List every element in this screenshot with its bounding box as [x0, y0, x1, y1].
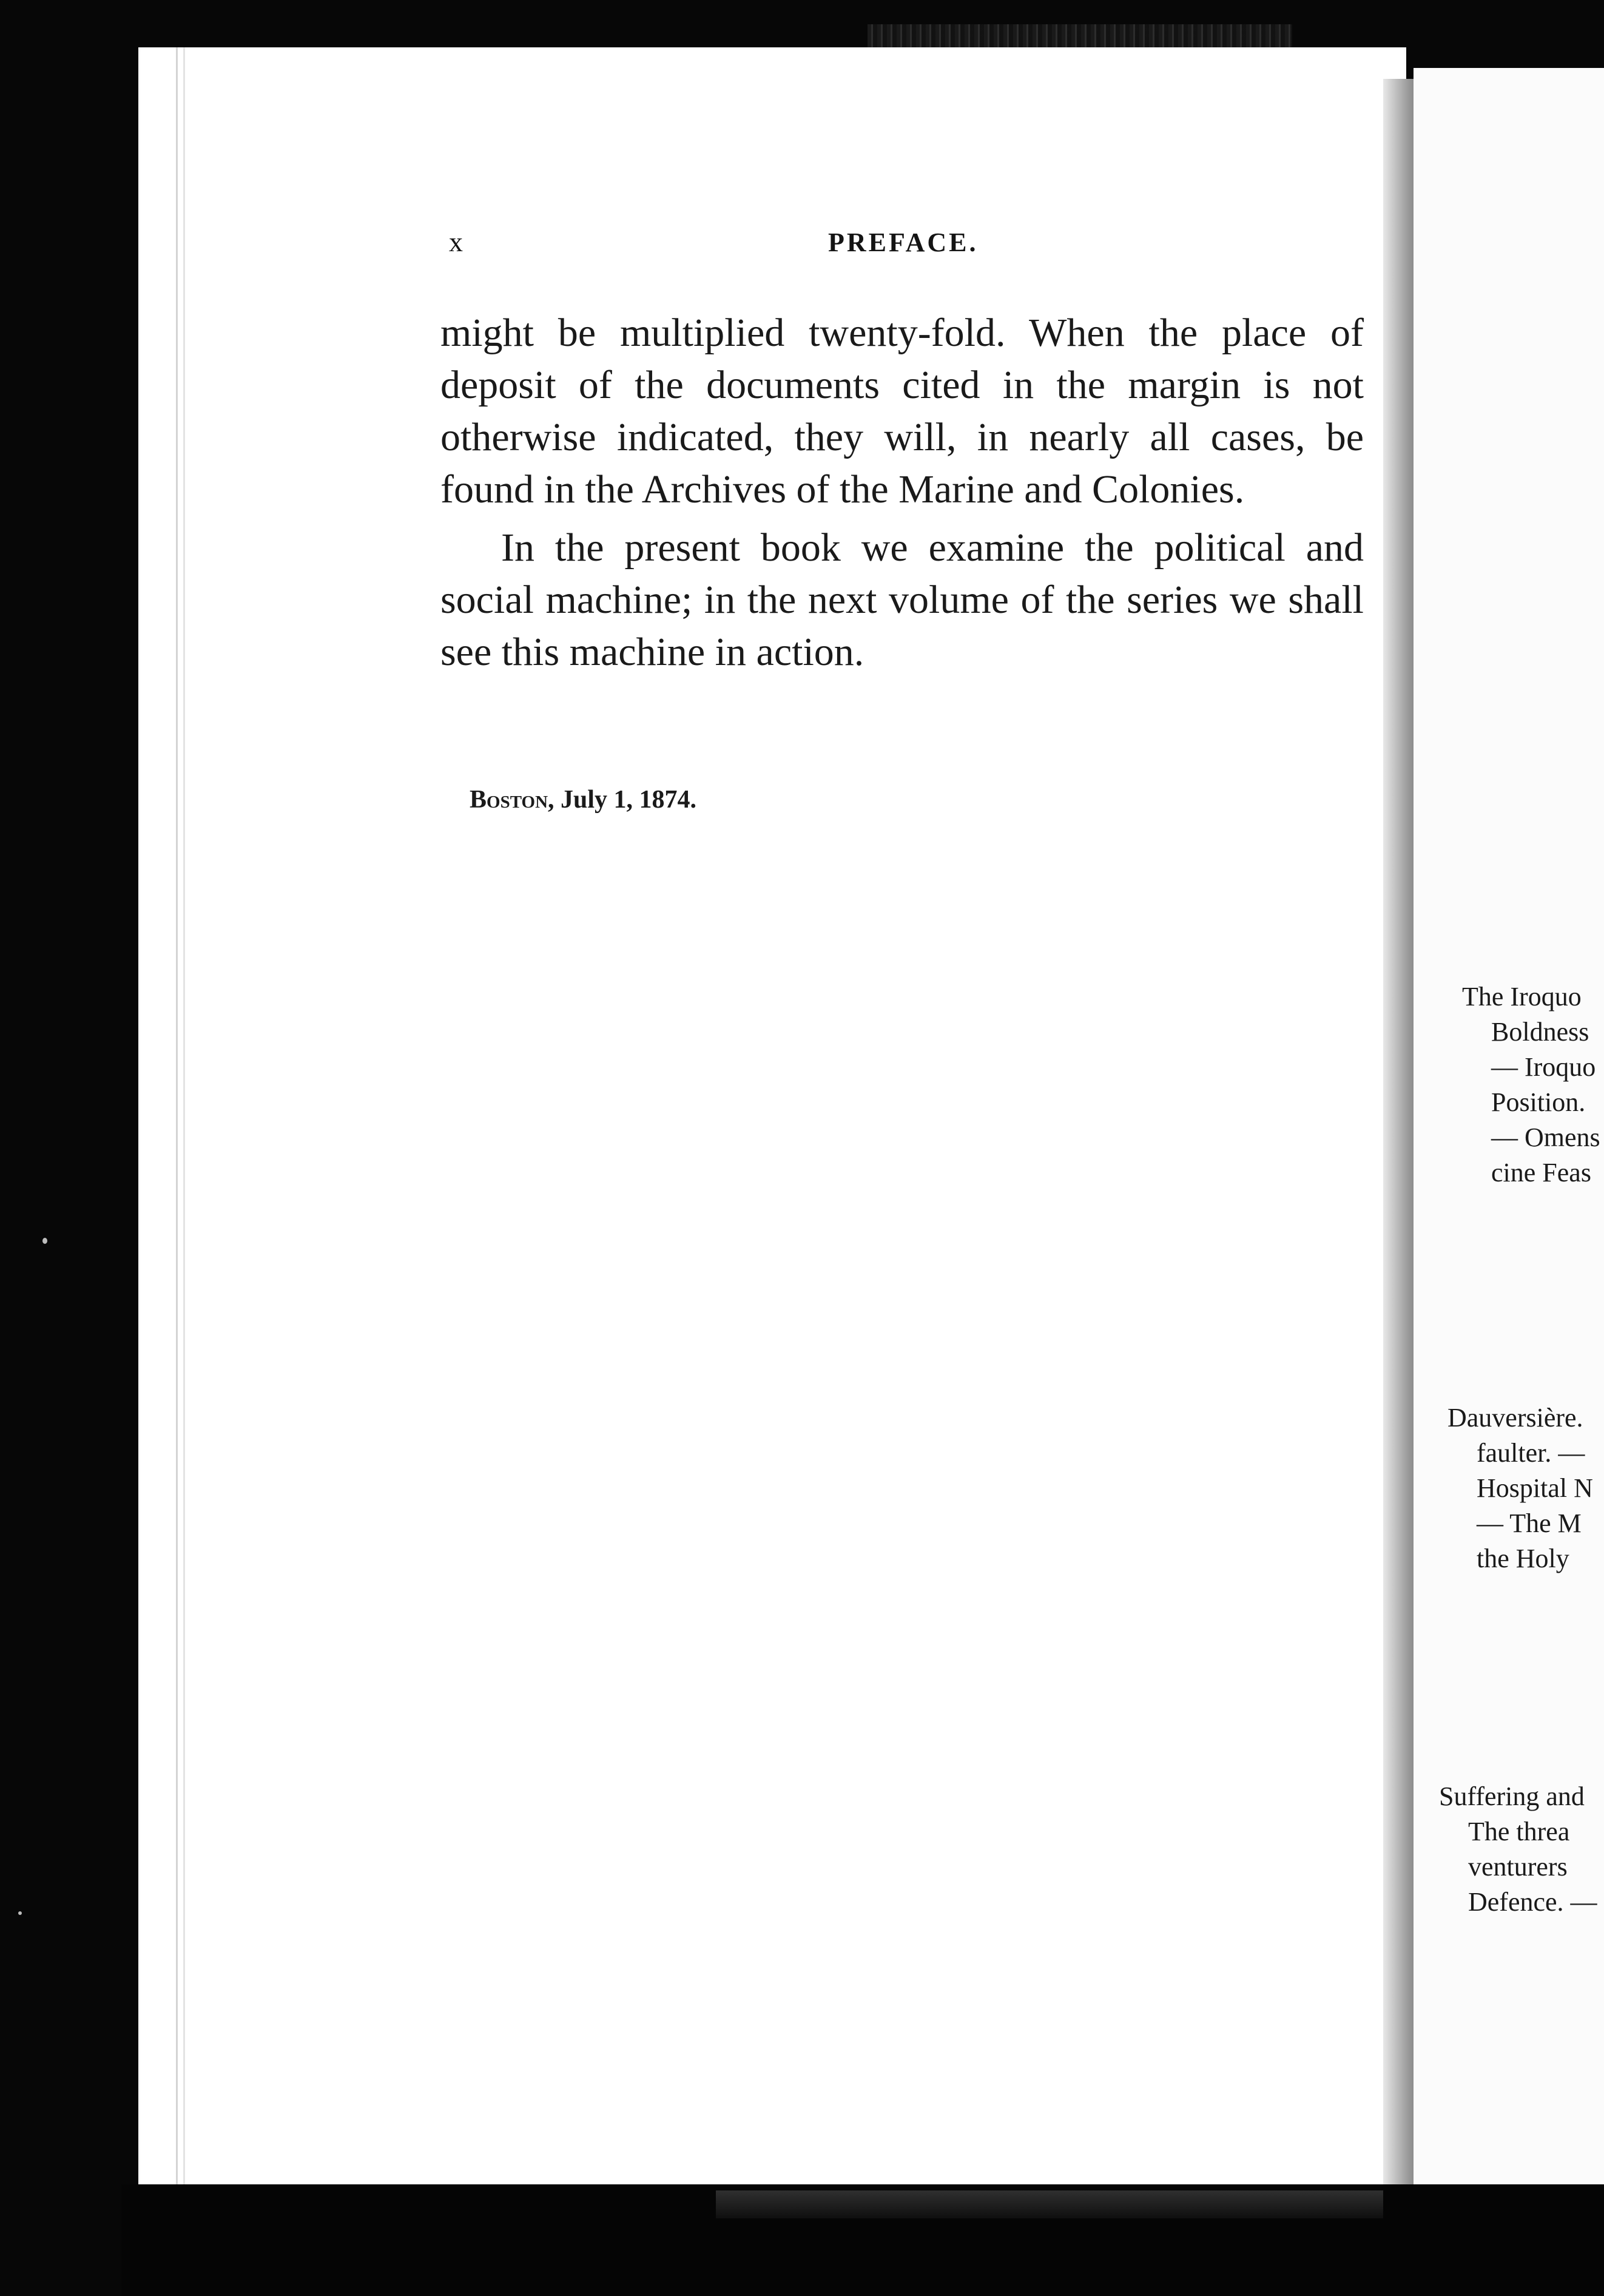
facing-page-line: Dauversière. [1447, 1403, 1583, 1433]
facing-page-entry [1439, 1779, 1597, 1920]
scan-edge-noise [868, 24, 1292, 50]
signature-place: Boston, [470, 786, 554, 814]
body-text [440, 307, 1364, 678]
facing-page-line: Hospital N [1477, 1473, 1593, 1503]
signature-line [470, 785, 696, 814]
signature-date: July 1, 1874. [561, 786, 697, 814]
page-number: x [449, 226, 465, 257]
facing-page-entry [1462, 979, 1600, 1190]
facing-page-line: The threa [1468, 1817, 1570, 1846]
facing-page-line: faulter. — [1477, 1438, 1585, 1468]
facing-page-line: venturers [1468, 1852, 1568, 1882]
facing-page-line: The Iroquo [1462, 982, 1582, 1011]
book-bottom-edge [716, 2190, 1383, 2218]
paragraph: In the present book we examine the political and social machine; in the next volume of the series we shall see this machine in action. [440, 525, 1364, 674]
facing-page-line: Suffering and [1439, 1781, 1585, 1811]
facing-page-entry [1447, 1400, 1593, 1576]
paragraph: might be multiplied twenty-fold. When the place of deposit of the documents cited in the margin is not otherwise indicated, they will, in nearly all cases, be found in the Archives of the Marine and Colonies. [440, 311, 1364, 512]
facing-page-line: Position. [1491, 1087, 1586, 1117]
dust-speck [18, 1911, 22, 1915]
page-edge-line [176, 47, 178, 2195]
facing-page-line: — The M [1477, 1508, 1582, 1538]
running-head [449, 226, 1389, 262]
page-title: PREFACE. [828, 228, 979, 257]
facing-page-line: — Iroquo [1491, 1052, 1596, 1082]
facing-page-line: the Holy [1477, 1544, 1569, 1573]
dust-speck [42, 1238, 47, 1244]
facing-page-line: Boldness [1491, 1017, 1589, 1047]
facing-page-line: Defence. — [1468, 1887, 1597, 1917]
page-edge-line [183, 47, 185, 2195]
facing-page-line: — Omens [1491, 1123, 1600, 1152]
facing-page-line: cine Feas [1491, 1158, 1591, 1187]
facing-page [1414, 68, 1604, 2192]
